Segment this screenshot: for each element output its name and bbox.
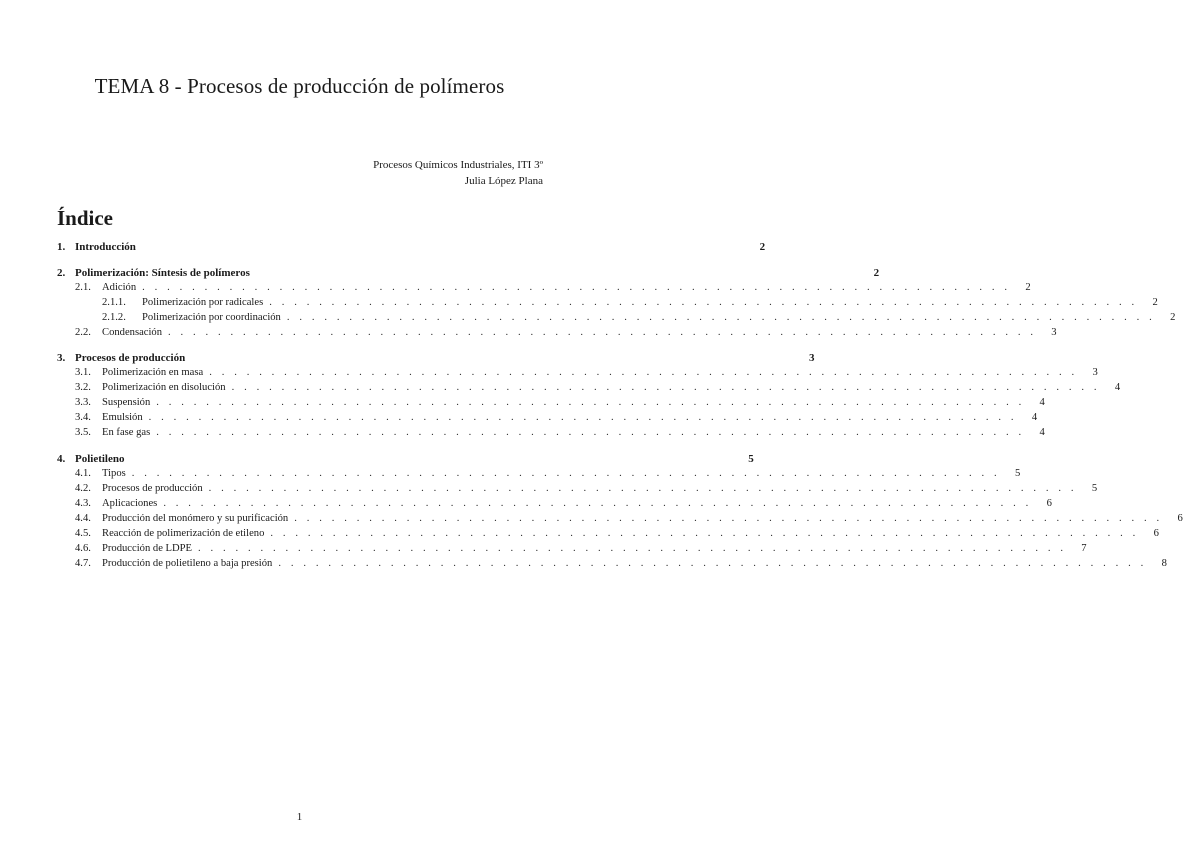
toc-entry-3-5[interactable] <box>57 426 1045 440</box>
toc-title: Aplicaciones <box>102 498 158 509</box>
toc-title: Polimerización por radicales <box>142 297 264 308</box>
toc-title: Tipos <box>102 468 126 479</box>
toc-number: 3. <box>57 352 66 364</box>
toc-page: 4 <box>1039 427 1045 438</box>
toc-number: 4.3. <box>75 498 91 509</box>
toc-title: Adición <box>102 282 137 293</box>
toc-leader: . . . . . . . . . . . . . . . . . . . . . . . . . . . . . . . . . . . . . . . . . . . . . . . . . . . . . . . . . . . . . . . . . . . . . . <box>270 528 1139 539</box>
toc-page: 3 <box>808 352 815 364</box>
toc-page: 4 <box>1114 382 1121 393</box>
toc-title: Introducción <box>75 241 136 253</box>
toc-entry-2-1-2[interactable] <box>57 311 1176 325</box>
toc-entry-2-1[interactable] <box>57 281 1031 295</box>
toc-entry-1[interactable] <box>57 240 766 254</box>
toc-title: Condensación <box>102 327 163 338</box>
toc-leader: . . . . . . . . . . . . . . . . . . . . . . . . . . . . . . . . . . . . . . . . . . . . . . . . . . . . . . . . . . . . . . . . . . . . . . <box>131 468 1001 479</box>
toc-title: Producción de LDPE <box>102 543 193 554</box>
toc-heading: Índice <box>57 206 114 230</box>
toc-page: 3 <box>1092 367 1098 378</box>
toc-page: 5 <box>1091 483 1098 494</box>
toc-number: 4.1. <box>75 468 91 479</box>
toc-title: En fase gas <box>102 427 151 438</box>
toc-entry-3-3[interactable] <box>57 396 1045 410</box>
toc-title: Emulsión <box>102 412 143 423</box>
toc-number: 2. <box>57 267 66 279</box>
toc-entry-3[interactable] <box>57 351 815 365</box>
toc-number: 3.4. <box>75 412 91 423</box>
toc-number: 2.1. <box>75 282 91 293</box>
toc-leader: . . . . . . . . . . . . . . . . . . . . . . . . . . . . . . . . . . . . . . . . . . . . . . . . . . . . . . . . . . . . . . . . . . . . . . <box>209 367 1078 378</box>
toc-title: Polimerización por coordinación <box>142 312 281 323</box>
toc-entry-4-6[interactable] <box>57 542 1087 556</box>
toc-title: Polietileno <box>75 453 125 465</box>
toc-title: Procesos de producción <box>75 352 186 364</box>
toc-leader: . . . . . . . . . . . . . . . . . . . . . . . . . . . . . . . . . . . . . . . . . . . . . . . . . . . . . . . . . . . . . . . . . . . . . . <box>163 498 1032 509</box>
toc-leader: . . . . . . . . . . . . . . . . . . . . . . . . . . . . . . . . . . . . . . . . . . . . . . . . . . . . . . . . . . . . . . . . . . . . . . <box>156 427 1025 438</box>
toc-number: 2.1.2. <box>102 312 126 323</box>
toc-page: 2 <box>1152 297 1158 308</box>
page-number: 1 <box>296 811 303 823</box>
toc-title: Producción de polietileno a baja presión <box>102 558 273 569</box>
toc-page: 7 <box>1081 543 1087 554</box>
toc-leader: . . . . . . . . . . . . . . . . . . . . . . . . . . . . . . . . . . . . . . . . . . . . . . . . . . . . . . . . . . . . . . . . . . . . . . <box>148 412 1018 423</box>
toc-page: 2 <box>759 241 766 253</box>
toc-leader: . . . . . . . . . . . . . . . . . . . . . . . . . . . . . . . . . . . . . . . . . . . . . . . . . . . . . . . . . . . . . . . . . . . . . . <box>278 558 1147 569</box>
toc-number: 4.2. <box>75 483 91 494</box>
toc-entry-4-1[interactable] <box>57 467 1021 481</box>
toc-entry-2[interactable] <box>57 266 880 280</box>
toc-leader: . . . . . . . . . . . . . . . . . . . . . . . . . . . . . . . . . . . . . . . . . . . . . . . . . . . . . . . . . . . . . . . . . . . . . . <box>198 543 1067 554</box>
toc-title: Procesos de producción <box>102 483 203 494</box>
toc-page: 4 <box>1039 397 1045 408</box>
toc-entry-4[interactable] <box>57 452 754 466</box>
toc-page: 2 <box>873 267 880 279</box>
toc-entry-3-1[interactable] <box>57 366 1098 380</box>
toc-entry-4-3[interactable] <box>57 497 1052 511</box>
toc-title: Producción del monómero y su purificación <box>102 513 289 524</box>
toc-page: 5 <box>748 453 754 465</box>
toc-number: 4.4. <box>75 513 91 524</box>
toc-number: 3.1. <box>75 367 91 378</box>
toc-leader: . . . . . . . . . . . . . . . . . . . . . . . . . . . . . . . . . . . . . . . . . . . . . . . . . . . . . . . . . . . . . . . . . . . . . . <box>156 397 1025 408</box>
toc-number: 4.7. <box>75 558 91 569</box>
toc-page: 3 <box>1051 327 1057 338</box>
toc-number: 4.5. <box>75 528 91 539</box>
toc-leader: . . . . . . . . . . . . . . . . . . . . . . . . . . . . . . . . . . . . . . . . . . . . . . . . . . . . . . . . . . . . . . . . . . . . . . <box>286 312 1156 323</box>
toc-number: 3.2. <box>75 382 91 393</box>
toc-leader: . . . . . . . . . . . . . . . . . . . . . . . . . . . . . . . . . . . . . . . . . . . . . . . . . . . . . . . . . . . . . . . . . . . . . . <box>142 282 1011 293</box>
toc-leader: . . . . . . . . . . . . . . . . . . . . . . . . . . . . . . . . . . . . . . . . . . . . . . . . . . . . . . . . . . . . . . . . . . . . . . <box>294 513 1163 524</box>
toc-page: 2 <box>1025 282 1031 293</box>
document-title: TEMA 8 - Procesos de producción de polímeros <box>94 74 505 98</box>
toc-entry-4-4[interactable] <box>57 512 1183 526</box>
toc-number: 2.2. <box>75 327 91 338</box>
toc-number: 1. <box>57 241 66 253</box>
toc-entry-3-4[interactable] <box>57 411 1038 425</box>
toc-title: Suspensión <box>102 397 151 408</box>
toc-entry-4-7[interactable] <box>57 557 1167 571</box>
toc-page: 4 <box>1031 412 1038 423</box>
toc-page: 6 <box>1046 498 1052 509</box>
course-name: Procesos Químicos Industriales, ITI 3º <box>373 159 543 171</box>
toc-entry-4-2[interactable] <box>57 482 1098 496</box>
toc-page: 6 <box>1177 513 1183 524</box>
toc-page: 6 <box>1153 528 1159 539</box>
toc-entry-4-5[interactable] <box>57 527 1159 541</box>
toc-leader: . . . . . . . . . . . . . . . . . . . . . . . . . . . . . . . . . . . . . . . . . . . . . . . . . . . . . . . . . . . . . . . . . . . . . . <box>231 382 1101 393</box>
toc-title: Polimerización: Síntesis de polímeros <box>75 267 250 279</box>
toc-number: 4. <box>57 453 66 465</box>
toc-entry-3-2[interactable] <box>57 381 1121 395</box>
toc-title: Reacción de polimerización de etileno <box>102 528 265 539</box>
toc-entry-2-2[interactable] <box>57 326 1057 340</box>
toc-leader: . . . . . . . . . . . . . . . . . . . . . . . . . . . . . . . . . . . . . . . . . . . . . . . . . . . . . . . . . . . . . . . . . . . . . . <box>208 483 1078 494</box>
toc-title: Polimerización en masa <box>102 367 204 378</box>
toc-leader: . . . . . . . . . . . . . . . . . . . . . . . . . . . . . . . . . . . . . . . . . . . . . . . . . . . . . . . . . . . . . . . . . . . . . . <box>168 327 1037 338</box>
toc-title: Polimerización en disolución <box>102 382 226 393</box>
toc-page: 5 <box>1015 468 1021 479</box>
toc-number: 2.1.1. <box>102 297 126 308</box>
toc-number: 3.3. <box>75 397 91 408</box>
toc-page: 8 <box>1161 558 1167 569</box>
toc-leader: . . . . . . . . . . . . . . . . . . . . . . . . . . . . . . . . . . . . . . . . . . . . . . . . . . . . . . . . . . . . . . . . . . . . . . <box>269 297 1138 308</box>
toc-page: 2 <box>1170 312 1176 323</box>
toc-number: 4.6. <box>75 543 91 554</box>
toc-entry-2-1-1[interactable] <box>57 296 1158 310</box>
author-name: Julia López Plana <box>464 175 543 187</box>
toc-number: 3.5. <box>75 427 91 438</box>
